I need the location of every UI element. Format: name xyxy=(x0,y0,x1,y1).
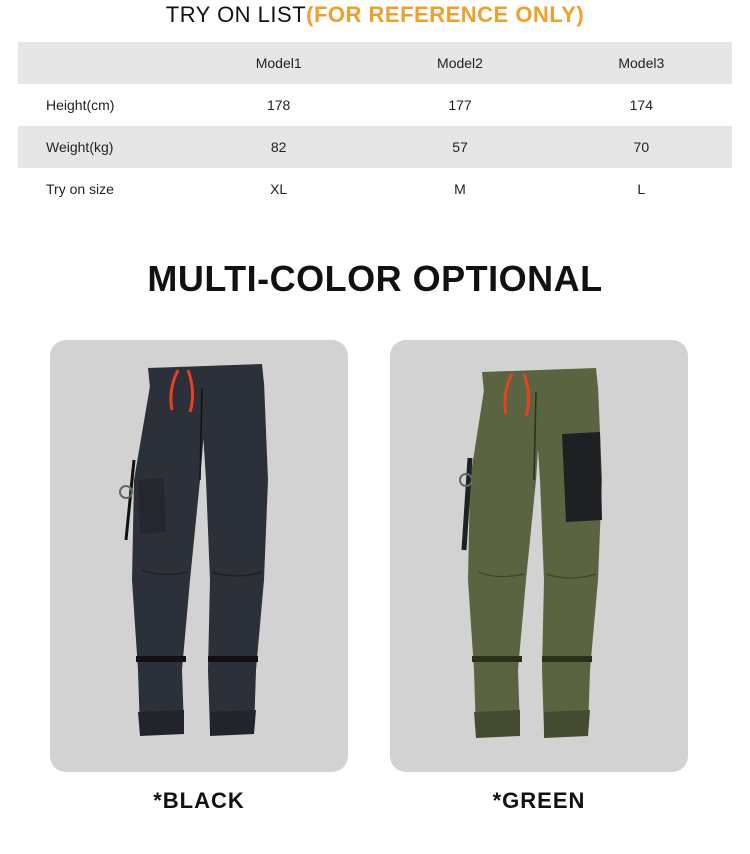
column-header-model2: Model2 xyxy=(369,42,550,84)
table-cell: XL xyxy=(270,181,288,197)
table-cell: 177 xyxy=(448,97,472,113)
table-row xyxy=(18,84,732,126)
table-cell: M xyxy=(454,181,466,197)
table-cell: 82 xyxy=(188,126,369,168)
header-note: (FOR REFERENCE ONLY) xyxy=(306,2,585,27)
table-cell: 174 xyxy=(629,97,653,113)
table-cell: 70 xyxy=(551,126,732,168)
black-pants-card[interactable] xyxy=(50,340,348,772)
green-caption: *GREEN xyxy=(492,788,586,813)
row-label-weight: Weight(kg) xyxy=(18,126,188,168)
black-caption: *BLACK xyxy=(153,788,245,813)
green-pants-image xyxy=(390,340,688,772)
page-header xyxy=(0,2,750,28)
table-cell: 178 xyxy=(266,97,291,113)
pants-shape xyxy=(460,368,602,738)
header-title: TRY ON LIST xyxy=(165,2,307,27)
table-row xyxy=(18,168,732,210)
table-cell: 57 xyxy=(369,126,550,168)
row-label-size: Try on size xyxy=(46,181,114,197)
pants-shape xyxy=(120,364,268,736)
column-header-model1: Model1 xyxy=(188,42,369,84)
table-row xyxy=(18,126,732,168)
table-cell: L xyxy=(637,181,646,197)
column-header-model3: Model3 xyxy=(551,42,732,84)
row-label-height: Height(cm) xyxy=(46,97,115,113)
table-header-row xyxy=(18,42,732,84)
table-header-blank xyxy=(18,42,188,84)
section-title: MULTI-COLOR OPTIONAL xyxy=(147,258,603,299)
try-on-table xyxy=(18,42,732,210)
black-pants-image xyxy=(50,340,348,772)
green-pants-card[interactable] xyxy=(390,340,688,772)
